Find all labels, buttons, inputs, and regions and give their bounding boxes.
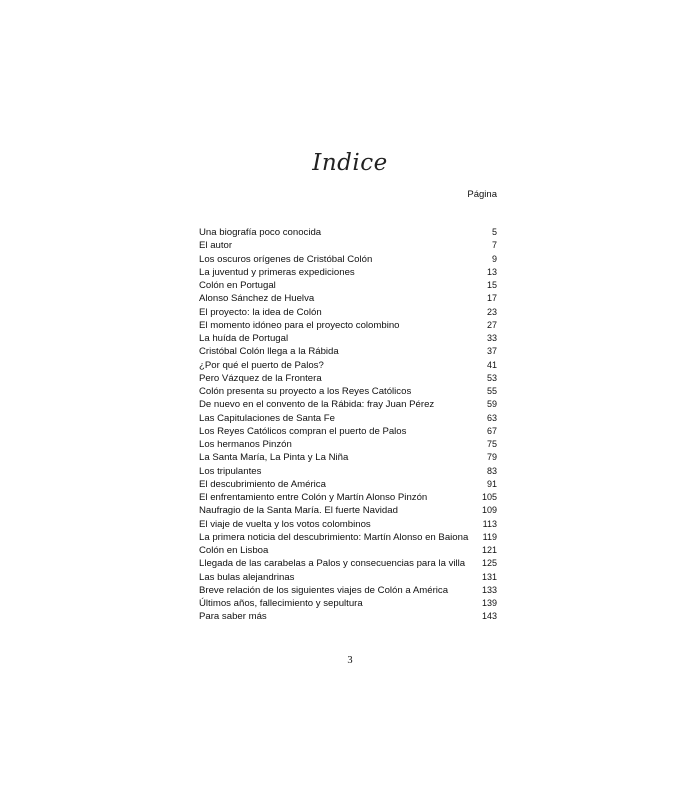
toc-entry-title: Los hermanos Pinzón bbox=[199, 439, 292, 450]
toc-entry-page: 143 bbox=[481, 611, 497, 622]
toc-entry bbox=[199, 253, 497, 266]
toc-entry-page: 23 bbox=[486, 306, 497, 317]
toc-entry-page: 75 bbox=[486, 439, 497, 449]
toc-entry-title: Alonso Sánchez de Huelva bbox=[199, 293, 315, 305]
toc-entry-title: El viaje de vuelta y los votos colombinos bbox=[199, 518, 371, 530]
toc-entry-page: 83 bbox=[486, 465, 497, 476]
toc-entry-title: La primera noticia del descubrimiento: Martín Alonso en Baiona bbox=[199, 531, 469, 543]
toc-entry-page: 53 bbox=[486, 372, 497, 383]
toc-entry bbox=[199, 306, 497, 319]
toc-entry-page: 55 bbox=[486, 386, 497, 396]
toc-entry-page: 7 bbox=[491, 240, 497, 251]
toc-entry-page: 125 bbox=[481, 558, 497, 569]
toc-entry-title: Naufragio de la Santa María. El fuerte Navidad bbox=[199, 505, 398, 517]
toc-entry bbox=[199, 359, 497, 372]
toc-entry bbox=[199, 571, 497, 584]
toc-entry-page: 13 bbox=[486, 266, 497, 277]
toc-entry bbox=[199, 531, 497, 544]
toc-entry bbox=[199, 425, 497, 438]
toc-entry bbox=[199, 584, 497, 597]
toc-entry-title: ¿Por qué el puerto de Palos? bbox=[199, 359, 324, 371]
toc-entry-title: Últimos años, fallecimiento y sepultura bbox=[199, 598, 363, 609]
toc-entry bbox=[199, 438, 497, 451]
toc-entry-title: Para saber más bbox=[199, 611, 267, 623]
toc-entry bbox=[199, 478, 497, 491]
toc-entry-title: Los oscuros orígenes de Cristóbal Colón bbox=[199, 253, 373, 265]
toc-entry-page: 41 bbox=[486, 359, 497, 370]
toc-entry bbox=[199, 279, 497, 292]
toc-entry bbox=[199, 372, 497, 385]
toc-entry-title: Llegada de las carabelas a Palos y consecuencias para la villa bbox=[199, 558, 466, 570]
toc-entry-page: 105 bbox=[481, 492, 497, 502]
toc-entry bbox=[199, 385, 497, 398]
table-of-contents bbox=[199, 226, 497, 624]
toc-entry-page: 9 bbox=[491, 253, 497, 264]
toc-entry bbox=[199, 518, 497, 531]
toc-entry-title: Las bulas alejandrinas bbox=[199, 571, 295, 583]
toc-entry-page: 33 bbox=[486, 333, 497, 343]
toc-entry bbox=[199, 319, 497, 332]
toc-entry bbox=[199, 412, 497, 425]
toc-entry bbox=[199, 398, 497, 411]
toc-entry bbox=[199, 610, 497, 623]
toc-entry-title: Breve relación de los siguientes viajes de Colón a América bbox=[199, 584, 449, 596]
toc-entry-page: 121 bbox=[481, 545, 497, 555]
toc-entry-title: La juventud y primeras expediciones bbox=[199, 266, 355, 278]
toc-entry-title: Los Reyes Católicos compran el puerto de Palos bbox=[199, 425, 407, 437]
toc-entry bbox=[199, 226, 497, 239]
toc-entry-title: El autor bbox=[199, 240, 233, 252]
toc-entry-title: El momento idóneo para el proyecto colombino bbox=[199, 319, 400, 331]
toc-entry bbox=[199, 266, 497, 279]
toc-entry-title: Los tripulantes bbox=[199, 465, 262, 477]
toc-entry-title: El descubrimiento de América bbox=[199, 478, 326, 490]
toc-entry-title: La huída de Portugal bbox=[199, 333, 289, 344]
toc-entry bbox=[199, 504, 497, 517]
toc-entry bbox=[199, 239, 497, 252]
toc-entry bbox=[199, 451, 497, 464]
toc-entry-page: 17 bbox=[486, 293, 497, 304]
toc-entry bbox=[199, 345, 497, 358]
toc-entry-page: 63 bbox=[486, 412, 497, 423]
toc-entry-page: 133 bbox=[481, 584, 497, 595]
toc-entry bbox=[199, 491, 497, 504]
toc-entry-page: 59 bbox=[486, 399, 497, 410]
toc-entry-title: Pero Vázquez de la Frontera bbox=[199, 372, 322, 384]
toc-entry bbox=[199, 292, 497, 305]
toc-entry-title: Cristóbal Colón llega a la Rábida bbox=[199, 346, 339, 358]
toc-entry-title: Colón en Lisboa bbox=[199, 545, 269, 556]
toc-entry-title: Las Capitulaciones de Santa Fe bbox=[199, 412, 335, 424]
toc-entry-page: 27 bbox=[486, 319, 497, 330]
toc-entry bbox=[199, 557, 497, 570]
toc-entry-title: El enfrentamiento entre Colón y Martín Alonso Pinzón bbox=[199, 492, 428, 503]
toc-entry bbox=[199, 332, 497, 345]
toc-entry-page: 131 bbox=[481, 571, 497, 582]
page-number: 3 bbox=[347, 655, 353, 666]
toc-entry-page: 5 bbox=[491, 227, 497, 237]
toc-entry bbox=[199, 544, 497, 557]
page-title: Indice bbox=[312, 150, 388, 176]
toc-entry-title: La Santa María, La Pinta y La Niña bbox=[199, 452, 349, 464]
toc-entry bbox=[199, 597, 497, 610]
toc-entry bbox=[199, 465, 497, 478]
toc-entry-title: Colón en Portugal bbox=[199, 280, 276, 291]
toc-entry-title: Una biografía poco conocida bbox=[199, 227, 322, 238]
toc-entry-page: 67 bbox=[486, 425, 497, 436]
page-column-label: Página bbox=[467, 189, 497, 200]
toc-entry-page: 37 bbox=[486, 346, 497, 357]
toc-entry-page: 109 bbox=[481, 505, 497, 516]
toc-entry-title: El proyecto: la idea de Colón bbox=[199, 306, 322, 318]
toc-entry-page: 15 bbox=[486, 280, 497, 290]
toc-entry-page: 79 bbox=[486, 452, 497, 463]
toc-entry-page: 119 bbox=[482, 531, 497, 542]
toc-entry-page: 139 bbox=[481, 598, 497, 608]
toc-entry-title: Colón presenta su proyecto a los Reyes Católicos bbox=[199, 386, 412, 397]
toc-entry-page: 113 bbox=[482, 518, 497, 529]
toc-entry-title: De nuevo en el convento de la Rábida: fray Juan Pérez bbox=[199, 399, 435, 411]
toc-entry-page: 91 bbox=[486, 478, 497, 489]
